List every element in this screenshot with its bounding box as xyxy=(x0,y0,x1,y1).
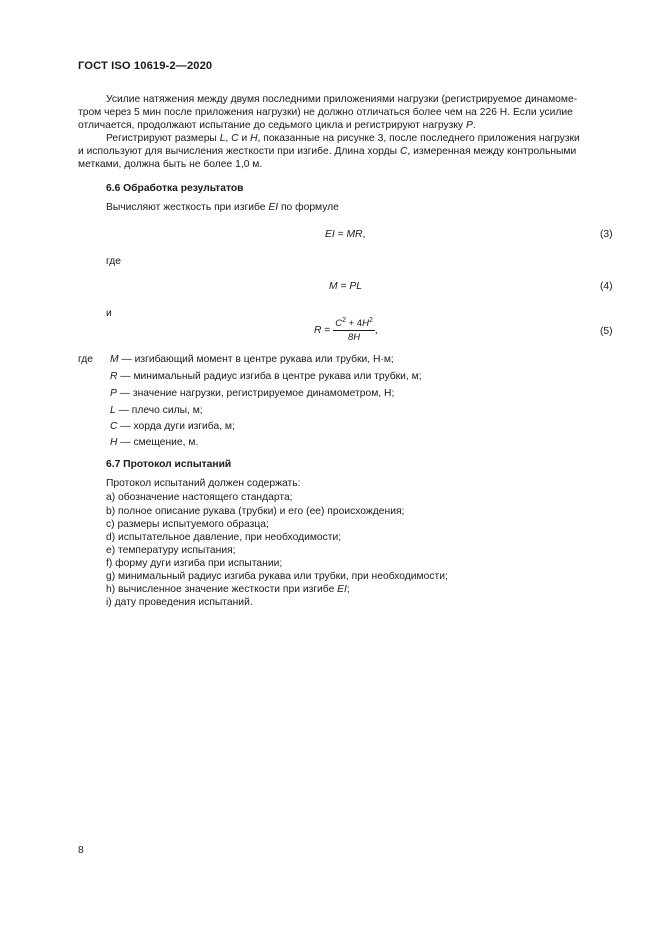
definition-H: H — смещение, м. xyxy=(110,437,199,448)
equation-4: M = PL xyxy=(329,281,362,292)
equation-3: EI = MR, xyxy=(325,229,366,240)
list-item-c: c) размеры испытуемого образца; xyxy=(106,519,269,530)
where-label-2: где xyxy=(78,354,94,365)
list-item-g: g) минимальный радиус изгиба рукава или трубки, при необходимости; xyxy=(106,571,448,582)
list-item-i: i) дату проведения испытаний. xyxy=(106,597,253,608)
paragraph-2-line-3: метками, должна быть не более 1,0 м. xyxy=(78,159,263,170)
list-item-a: а) обозначение настоящего стандарта; xyxy=(106,492,293,503)
equation-4-number: (4) xyxy=(600,281,613,292)
section-6-6-title: 6.6 Обработка результатов xyxy=(106,183,244,194)
definition-M: M — изгибающий момент в центре рукава или трубки, Н·м; xyxy=(110,354,394,365)
definition-P: P — значение нагрузки, регистрируемое динамометром, Н; xyxy=(110,388,395,399)
section-6-7-intro: Протокол испытаний должен содержать: xyxy=(106,478,301,489)
paragraph-2-line-2: и используют для вычисления жесткости при изгибе. Длина хорды C, измеренная между контрольными xyxy=(78,146,577,157)
paragraph-2-line-1: Регистрируют размеры L, C и H, показанные на рисунке 3, после последнего приложения нагрузки xyxy=(106,133,580,144)
section-6-7-title: 6.7 Протокол испытаний xyxy=(106,459,232,470)
equation-5-fraction: $\frac{C^2 + 4H^2}{8H}$ xyxy=(335,317,373,343)
section-6-6-intro: Вычисляют жесткость при изгибе EI по формуле xyxy=(106,202,339,213)
list-item-e: e) температуру испытания; xyxy=(106,545,236,556)
list-item-d: d) испытательное давление, при необходимости; xyxy=(106,532,342,543)
definition-L: L — плечо силы, м; xyxy=(110,405,203,416)
paragraph-1-line-2: тром через 5 мин после приложения нагрузки) не должно отличаться более чем на 226 Н. Если усилие xyxy=(78,107,573,118)
list-item-h: h) вычисленное значение жесткости при изгибе EI; xyxy=(106,584,350,595)
definition-R: R — минимальный радиус изгиба в центре рукава или трубки, м; xyxy=(110,371,422,382)
paragraph-1-line-1: Усилие натяжения между двумя последними приложениями нагрузки (регистрируемое динамоме- xyxy=(106,94,578,105)
list-item-f: f) форму дуги изгиба при испытании; xyxy=(106,558,283,569)
list-item-b: b) полное описание рукава (трубки) и его (ее) происхождения; xyxy=(106,506,405,517)
and-label: и xyxy=(106,308,112,319)
page-number: 8 xyxy=(78,845,84,856)
where-label-1: где xyxy=(106,256,122,267)
equation-5-number: (5) xyxy=(600,326,613,337)
document-header: ГОСТ ISO 10619-2—2020 xyxy=(78,60,213,72)
definition-C: C — хорда дуги изгиба, м; xyxy=(110,421,235,432)
equation-5: R = $\frac{C^2 + 4H^2}{8H}$ , xyxy=(314,317,378,343)
equation-3-number: (3) xyxy=(600,229,613,240)
paragraph-1-line-3: отличается, продолжают испытание до седьмого цикла и регистрируют нагрузку P. xyxy=(78,120,476,131)
